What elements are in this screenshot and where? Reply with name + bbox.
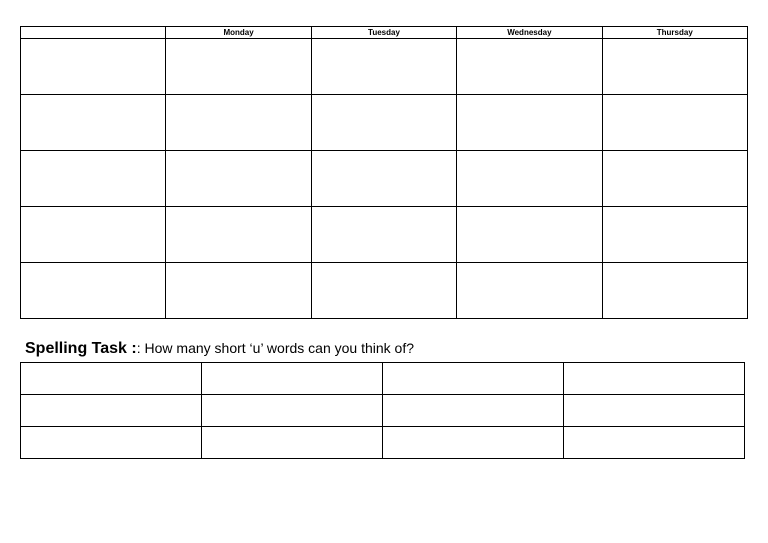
spelling-answer-cell[interactable] (202, 363, 383, 395)
spelling-answer-cell[interactable] (383, 363, 564, 395)
timetable-header-row (21, 27, 748, 39)
timetable-cell[interactable] (311, 39, 456, 95)
timetable-cell[interactable] (311, 263, 456, 319)
header-thursday: Thursday (602, 27, 747, 39)
timetable-cell[interactable] (602, 151, 747, 207)
spelling-answer-cell[interactable] (564, 427, 745, 459)
spelling-answer-cell[interactable] (383, 427, 564, 459)
spelling-row (21, 427, 745, 459)
header-tuesday: Tuesday (311, 27, 456, 39)
timetable-cell[interactable] (166, 39, 311, 95)
timetable-row (21, 151, 748, 207)
spelling-task-label: Spelling Task : (25, 340, 137, 357)
spelling-row (21, 395, 745, 427)
header-monday: Monday (166, 27, 311, 39)
spelling-answer-cell[interactable] (21, 427, 202, 459)
timetable-row (21, 207, 748, 263)
timetable-cell[interactable] (457, 95, 602, 151)
spelling-answer-cell[interactable] (564, 363, 745, 395)
timetable-cell[interactable] (602, 95, 747, 151)
timetable-row-label-cell[interactable] (21, 207, 166, 263)
timetable-cell[interactable] (457, 151, 602, 207)
timetable-cell[interactable] (166, 95, 311, 151)
timetable-cell[interactable] (457, 39, 602, 95)
timetable-cell[interactable] (311, 151, 456, 207)
timetable-cell[interactable] (311, 207, 456, 263)
timetable-cell[interactable] (457, 263, 602, 319)
spelling-task-heading (25, 340, 414, 358)
spelling-answer-cell[interactable] (21, 363, 202, 395)
spelling-answer-cell[interactable] (202, 427, 383, 459)
timetable-cell[interactable] (166, 263, 311, 319)
spelling-answer-grid (20, 362, 745, 459)
timetable-cell[interactable] (166, 151, 311, 207)
timetable-row-label-cell[interactable] (21, 39, 166, 95)
timetable-row-label-cell[interactable] (21, 95, 166, 151)
spelling-row (21, 363, 745, 395)
timetable-cell[interactable] (457, 207, 602, 263)
timetable-cell[interactable] (166, 207, 311, 263)
spelling-task-question: : How many short ‘u’ words can you think of? (136, 340, 415, 356)
timetable-row-label-cell[interactable] (21, 263, 166, 319)
spelling-answer-cell[interactable] (383, 395, 564, 427)
timetable-row (21, 263, 748, 319)
header-wednesday: Wednesday (457, 27, 602, 39)
timetable-cell[interactable] (602, 207, 747, 263)
timetable-corner-cell (21, 27, 166, 39)
timetable-row-label-cell[interactable] (21, 151, 166, 207)
timetable-cell[interactable] (602, 39, 747, 95)
timetable-row (21, 39, 748, 95)
weekly-timetable (20, 26, 748, 319)
timetable-cell[interactable] (602, 263, 747, 319)
spelling-answer-cell[interactable] (564, 395, 745, 427)
spelling-answer-cell[interactable] (202, 395, 383, 427)
spelling-answer-cell[interactable] (21, 395, 202, 427)
timetable-row (21, 95, 748, 151)
timetable-cell[interactable] (311, 95, 456, 151)
